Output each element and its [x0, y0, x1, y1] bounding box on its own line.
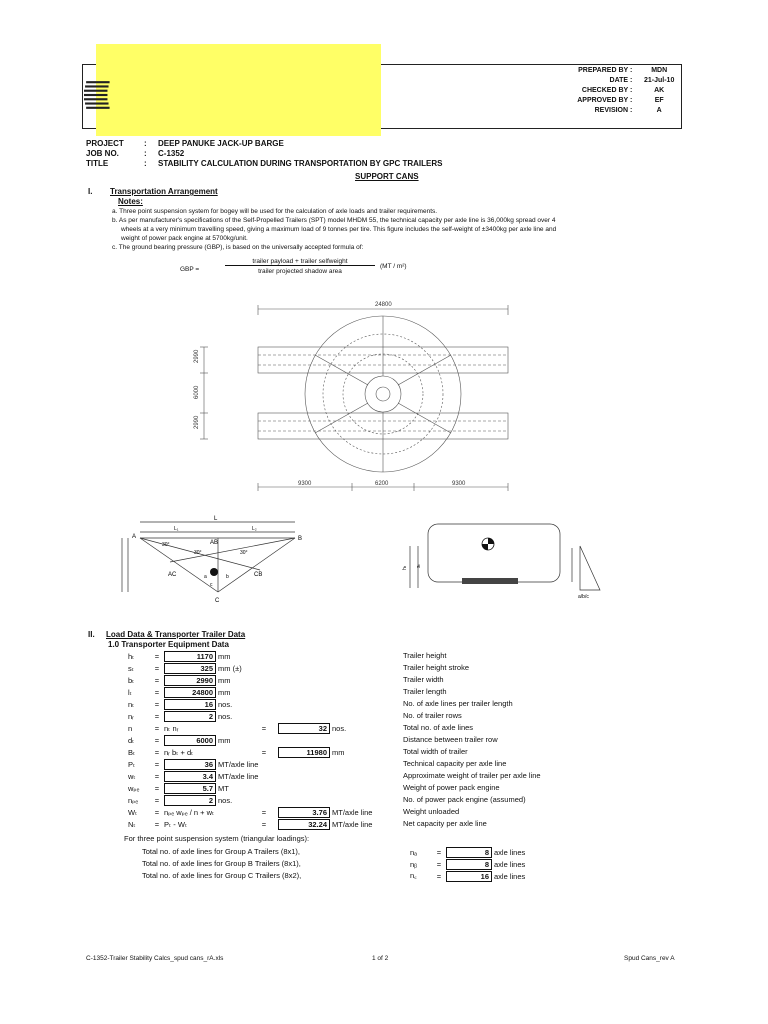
- group-a-value: nₐ = 8 axle lines: [410, 847, 526, 857]
- group-b-text: Total no. of axle lines for Group B Trailers (8x1),: [142, 859, 301, 868]
- label-h: hₜ: [402, 565, 408, 570]
- footer-page: 1 of 2: [372, 955, 389, 962]
- row-BT: Bₜ = nᵣ bₜ + dₜ = 11980 mm: [128, 747, 345, 757]
- label-ang2: 30°: [240, 550, 248, 556]
- job-row: JOB NO. : C-1352: [86, 149, 185, 158]
- highlight-mark: [96, 44, 381, 136]
- desc-bt: Trailer width: [403, 675, 444, 684]
- row-n: n = nₜ nᵣ = 32 nos.: [128, 723, 347, 733]
- dim-left-bot: 2990: [194, 415, 200, 429]
- note-b-cont2: weight of power pack engine at 5700kg/unit.: [121, 235, 248, 242]
- desc-NT: Net capacity per axle line: [403, 819, 487, 828]
- desc-nr: No. of trailer rows: [403, 711, 462, 720]
- row-nr: nᵣ = 2 nos.: [128, 711, 233, 721]
- notes-list: [112, 207, 692, 252]
- section2-title: Load Data & Transporter Trailer Data: [106, 630, 246, 639]
- desc-wt: Approximate weight of trailer per axle line: [403, 771, 541, 780]
- meta-revision: REVISION : A: [594, 107, 662, 114]
- row-wt: wₜ = 3.4 MT/axle line: [128, 771, 259, 781]
- group-b-value: nᵦ = 8 axle lines: [410, 859, 526, 869]
- desc-dt: Distance between trailer row: [403, 735, 498, 744]
- title-row: TITLE : STABILITY CALCULATION DURING TRANSPORTATION BY GPC TRAILERS: [86, 159, 443, 168]
- note-b: b. As per manufacturer's specifications of the Self-Propelled Trailers (SPT) model MHDM 55, the technical capacity per axle line is 36,000kg spread over 4: [112, 217, 556, 224]
- note-b-cont1: wheels at a very minimum travelling speed, giving a maximum load of 9 tonnes per tire. This figure includes the self-weight of ±3400kg per axle line and: [121, 226, 557, 233]
- dim-left-mid: 6000: [194, 385, 200, 399]
- plan-drawing: [190, 295, 580, 495]
- label-L: L: [214, 516, 218, 522]
- cog-marker: [210, 568, 218, 576]
- section1-num: I.: [88, 187, 93, 196]
- company-logo: [84, 70, 116, 120]
- label-ang3: 30°: [194, 550, 202, 556]
- label-CB: CB: [254, 572, 263, 578]
- group-a-text: Total no. of axle lines for Group A Trailers (8x1),: [142, 847, 300, 856]
- gbp-numerator: trailer payload + trailer selfweight: [225, 258, 375, 266]
- row-NT: Nₜ = Pₜ - Wₜ = 32.24 MT/axle line: [128, 819, 373, 829]
- desc-BT: Total width of trailer: [403, 747, 468, 756]
- group-c-text: Total no. of axle lines for Group C Trailers (8x2),: [142, 871, 302, 880]
- row-PT: Pₜ = 36 MT/axle line: [128, 759, 259, 769]
- label-b: b: [226, 574, 229, 580]
- label-ang1: 30°: [162, 542, 170, 548]
- subtitle: SUPPORT CANS: [355, 172, 419, 181]
- desc-wpe: Weight of power pack engine: [403, 783, 500, 792]
- notes-label: Notes:: [118, 197, 143, 206]
- row-ht: hₜ = 1170 mm: [128, 651, 231, 661]
- row-lt: lₜ = 24800 mm: [128, 687, 231, 697]
- section2-sub: 1.0 Transporter Equipment Data: [108, 640, 229, 649]
- label-AB: AB: [210, 540, 219, 546]
- section2-num: II.: [88, 630, 95, 639]
- label-c: c: [210, 582, 213, 588]
- triangle-drawing: [110, 512, 310, 612]
- label-AC: AC: [168, 572, 177, 578]
- row-bt: bₜ = 2990 mm: [128, 675, 231, 685]
- row-npe: nₚₑ = 2 nos.: [128, 795, 233, 805]
- row-wpe: wₚₑ = 5.7 MT: [128, 783, 229, 793]
- suspension-note: For three point suspension system (triangular loadings):: [124, 834, 310, 843]
- note-c: c. The ground bearing pressure (GBP), is based on the universally accepted formula of:: [112, 244, 364, 251]
- section1-title: Transportation Arrangement: [110, 187, 218, 196]
- dim-bottom-1: 9300: [298, 481, 312, 487]
- desc-n: Total no. of axle lines: [403, 723, 474, 732]
- desc-PT: Technical capacity per axle line: [403, 759, 507, 768]
- gbp-unit: (MT / m²): [380, 263, 407, 270]
- label-a: a: [204, 574, 207, 580]
- label-L1: L₁: [174, 526, 179, 532]
- group-c-value: n꜀ = 16 axle lines: [410, 871, 526, 881]
- gbp-denominator: trailer projected shadow area: [258, 268, 342, 275]
- desc-ht: Trailer height: [403, 651, 447, 660]
- project-row: PROJECT : DEEP PANUKE JACK-UP BARGE: [86, 139, 284, 148]
- meta-prepared: PREPARED BY : MDN: [578, 67, 668, 74]
- label-L2: L₂: [252, 526, 257, 532]
- label-A: A: [132, 534, 137, 540]
- side-drawing: [400, 518, 610, 598]
- meta-approved: APPROVED BY : EF: [577, 97, 664, 104]
- desc-npe: No. of power pack engine (assumed): [403, 795, 526, 804]
- dim-top: 24800: [375, 302, 392, 308]
- desc-WT: Weight unloaded: [403, 807, 460, 816]
- desc-st: Trailer height stroke: [403, 663, 469, 672]
- dim-left-top: 2990: [194, 349, 200, 363]
- footer-sheet: Spud Cans_rev A: [624, 955, 675, 962]
- dim-bottom-3: 9300: [452, 481, 466, 487]
- gbp-lhs: GBP =: [180, 266, 200, 273]
- row-st: sₜ = 325 mm (±): [128, 663, 242, 673]
- row-WT: Wₜ = nₚₑ wₚₑ / n + wₜ = 3.76 MT/axle line: [128, 807, 373, 817]
- meta-date: DATE : 21-Jul-10: [609, 77, 675, 84]
- label-C: C: [215, 598, 220, 604]
- row-dt: dₜ = 6000 mm: [128, 735, 231, 745]
- desc-lt: Trailer length: [403, 687, 447, 696]
- footer-filename: C-1352-Trailer Stability Calcs_spud cans_rA.xls: [86, 955, 224, 962]
- meta-checked: CHECKED BY : AK: [581, 87, 665, 94]
- desc-nt: No. of axle lines per trailer length: [403, 699, 513, 708]
- label-abc: a/b/c: [578, 594, 589, 598]
- row-nt: nₜ = 16 nos.: [128, 699, 233, 709]
- label-B: B: [298, 536, 303, 542]
- dim-bottom-2: 6200: [375, 481, 389, 487]
- note-a: a. Three point suspension system for bogey will be used for the calculation of axle loads and trailer requirements.: [112, 208, 438, 215]
- label-st: sₜ: [416, 564, 422, 568]
